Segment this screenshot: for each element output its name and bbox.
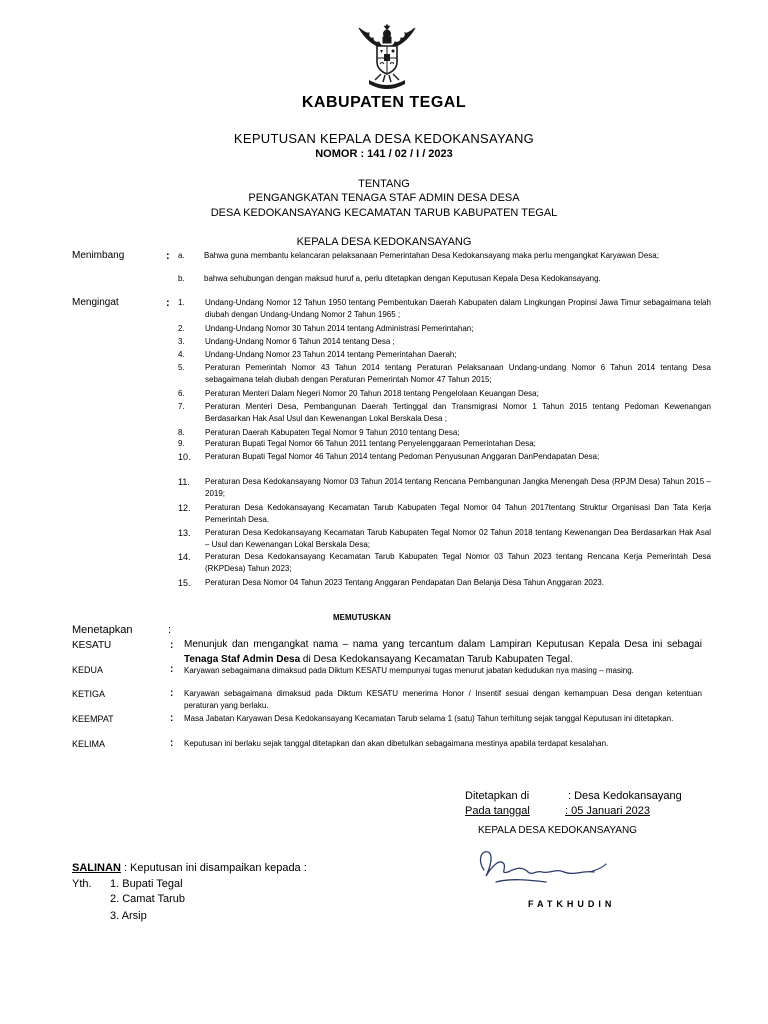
mengingat-item-text: Peraturan Desa Kedokansayang Kecamatan Tarub Kabupaten Tegal Nomor 03 Tahun 2023 tentang Rencana Kerja Pemerintah Desa (RKPDesa) Tahun 2023;: [205, 552, 711, 573]
yth-label: Yth.: [72, 878, 92, 890]
regency-name: KABUPATEN TEGAL: [301, 94, 467, 111]
place-label: Ditetapkan di: [465, 790, 530, 802]
signatory-name: FATKHUDIN: [528, 899, 616, 909]
place-value: : Desa Kedokansayang: [568, 790, 682, 802]
diktum-text-kesatu: [184, 637, 702, 667]
mengingat-item-text: Peraturan Desa Kedokansayang Kecamatan Tarub Kabupaten Tegal Nomor 02 Tahun 2018 tentang Kewenangan Dea Berdasarkan Hak Asal – Usul dan Kewenangan Lokal Berskala Desa;: [205, 528, 711, 549]
menimbang-colon: :: [166, 250, 170, 262]
mengingat-item-number: 12.: [178, 503, 191, 513]
mengingat-item-text: Undang-Undang Nomor 30 Tahun 2014 tentang Administrasi Pemerintahan;: [205, 324, 474, 333]
mengingat-item-text: Peraturan Menteri Desa, Pembangunan Daerah Tertinggal dan Transmigrasi Nomor 1 Tahun 2015 tentang Pedoman Kewenangan Berdasarkan Hak Asal Usul dan Kewenangan Lokal Berskala Desa ;: [205, 402, 711, 423]
salinan-intro: : Keputusan ini disampaikan kepada :: [120, 862, 307, 874]
diktum-label-kesatu: KESATU: [72, 640, 112, 651]
date-value: : 05 Januari 2023: [565, 805, 651, 817]
subject-line-1: PENGANGKATAN TENAGA STAF ADMIN DESA DESA: [248, 192, 520, 204]
mengingat-item-text: Peraturan Bupati Tegal Nomor 46 Tahun 2014 tentang Pedoman Penyusunan Anggaran DanPendapatan Desa;: [205, 452, 600, 461]
diktum-text-kelima: Keputusan ini berlaku sejak tanggal ditetapkan dan akan dibetulkan sebagaimana mestinya apabila terdapat kesalahan.: [184, 739, 609, 748]
mengingat-item-number: 4.: [178, 350, 185, 359]
mengingat-item-number: 6.: [178, 389, 185, 398]
menimbang-item-number: b.: [178, 274, 185, 283]
menimbang-label: Menimbang: [72, 250, 125, 261]
recipient-1: 1. Bupati Tegal: [110, 878, 183, 890]
mengingat-label: Mengingat: [72, 297, 119, 308]
mengingat-colon: :: [166, 297, 170, 309]
diktum-colon-ketiga: :: [170, 688, 174, 699]
diktum-kesatu-text-b: di Desa Kedokansayang Kecamatan Tarub Kabupaten Tegal.: [300, 654, 573, 665]
mengingat-item-number: 14.: [178, 552, 191, 562]
memutuskan-heading: MEMUTUSKAN: [333, 613, 391, 622]
mengingat-item-number: 2.: [178, 324, 185, 333]
mengingat-item-text: Peraturan Menteri Dalam Negeri Nomor 20 Tahun 2018 tentang Pengelolaan Keuangan Desa;: [205, 389, 539, 398]
mengingat-item-text: Peraturan Desa Nomor 04 Tahun 2023 Tentang Anggaran Pendapatan Dan Belanja Desa Tahun Anggaran 2023.: [205, 578, 604, 587]
diktum-colon-kedua: :: [170, 664, 174, 675]
mengingat-item-number: 1.: [178, 298, 185, 307]
diktum-label-keempat: KEEMPAT: [72, 714, 114, 724]
mengingat-item-number: 5.: [178, 363, 185, 372]
mengingat-item-number: 11.: [178, 477, 190, 487]
menetapkan-colon: :: [168, 624, 172, 636]
signature-icon: [470, 842, 616, 892]
menetapkan-label: Menetapkan: [72, 624, 133, 636]
mengingat-item-text: Undang-Undang Nomor 23 Tahun 2014 tentang Pemerintahan Daerah;: [205, 350, 457, 359]
diktum-text-keempat: Masa Jabatan Karyawan Desa Kedokansayang Kecamatan Tarub selama 1 (satu) Tahun terhitung sejak tanggal Keputusan ini ditetapkan.: [184, 714, 674, 723]
diktum-label-kelima: KELIMA: [72, 739, 106, 749]
diktum-kesatu-text-a: Menunjuk dan mengangkat nama – nama yang tercantum dalam Lampiran Keputusan Kepala Desa ini sebagai: [184, 639, 702, 650]
salinan-label: SALINAN: [72, 862, 121, 874]
mengingat-item-number: 8.: [178, 428, 185, 437]
menimbang-item-text: Bahwa guna membantu kelancaran pelaksanaan Pemerintahan Desa Kedokansayang maka perlu mengangkat Karyawan Desa;: [204, 251, 659, 260]
diktum-text-ketiga: Karyawan sebagaimana dimaksud pada Diktum KESATU menerima Honor / Insentif sesuai dengan kemampuan Desa dengan ketentuan peraturan yang berlaku.: [184, 689, 702, 710]
salinan-line: [72, 862, 307, 874]
date-label: Pada tanggal: [465, 805, 530, 817]
mengingat-item-number: 7.: [178, 402, 185, 411]
recipient-2: 2. Camat Tarub: [110, 893, 186, 905]
subject-line-2: DESA KEDOKANSAYANG KECAMATAN TARUB KABUPATEN TEGAL: [210, 207, 558, 219]
diktum-colon-kesatu: :: [170, 640, 174, 651]
diktum-text-kedua: Karyawan sebagaimana dimaksud pada Diktum KESATU mempunyai tugas menurut jabatan kedudukan nya masing – masing.: [184, 666, 634, 675]
mengingat-item-text: Peraturan Desa Kedokansayang Kecamatan Tarub Kabupaten Tegal Nomor 04 Tahun 2017tentang Struktur Organisasi Dan Tata Kerja Pemerintah Desa.: [205, 503, 711, 524]
mengingat-item-text: Undang-Undang Nomor 6 Tahun 2014 tentang Desa ;: [205, 337, 395, 346]
mengingat-item-text: Peraturan Pemerintah Nomor 43 Tahun 2014 tentang Peraturan Pelaksanaan Undang-undang Nomor 6 Tahun 2014 tentang Desa sebagaimana telah diubah dengan Peraturan Pemerintah Nomor 47 Tahun 2015;: [205, 363, 711, 384]
mengingat-item-text: Undang-Undang Nomor 12 Tahun 1950 tentang Pembentukan Daerah Kabupaten dalam Lingkungan Propinsi Jawa Timur sebagaimana telah diubah dengan Undang-Undang Nomor 2 Tahun 1965 ;: [205, 298, 711, 319]
tentang-heading: TENTANG: [358, 178, 410, 190]
menimbang-item-number: a.: [178, 251, 185, 260]
recipient-3: 3. Arsip: [110, 910, 147, 922]
diktum-label-kedua: KEDUA: [72, 665, 104, 675]
mengingat-item-number: 13.: [178, 528, 191, 538]
signatory-title: KEPALA DESA KEDOKANSAYANG: [478, 825, 637, 836]
garuda-emblem-icon: [355, 24, 419, 90]
mengingat-item-number: 10.: [178, 452, 191, 462]
mengingat-item-number: 3.: [178, 337, 185, 346]
mengingat-item-text: Peraturan Desa Kedokansayang Nomor 03 Tahun 2014 tentang Rencana Pembangunan Jangka Menengah Desa (RPJM Desa) Tahun 2015 – 2019;: [205, 477, 711, 498]
menimbang-item-text: bahwa sehubungan dengan maksud huruf a, perlu ditetapkan dengan Keputusan Kepala Desa Kedokansayang.: [204, 274, 601, 283]
decree-number: NOMOR : 141 / 02 / I / 2023: [315, 148, 453, 160]
mengingat-item-number: 15.: [178, 578, 191, 588]
diktum-kesatu-role: Tenaga Staf Admin Desa: [184, 654, 301, 665]
diktum-label-ketiga: KETIGA: [72, 689, 106, 699]
mengingat-item-text: Peraturan Daerah Kabupaten Tegal Nomor 9 Tahun 2010 tentang Desa;: [205, 428, 460, 437]
authority-heading: KEPALA DESA KEDOKANSAYANG: [296, 236, 472, 248]
decree-title: KEPUTUSAN KEPALA DESA KEDOKANSAYANG: [233, 131, 535, 146]
mengingat-item-text: Peraturan Bupati Tegal Nomor 66 Tahun 2011 tentang Penyelenggaraan Pemerintahan Desa;: [205, 439, 536, 448]
diktum-colon-kelima: :: [170, 738, 174, 749]
diktum-colon-keempat: :: [170, 713, 174, 724]
mengingat-item-number: 9.: [178, 439, 185, 448]
